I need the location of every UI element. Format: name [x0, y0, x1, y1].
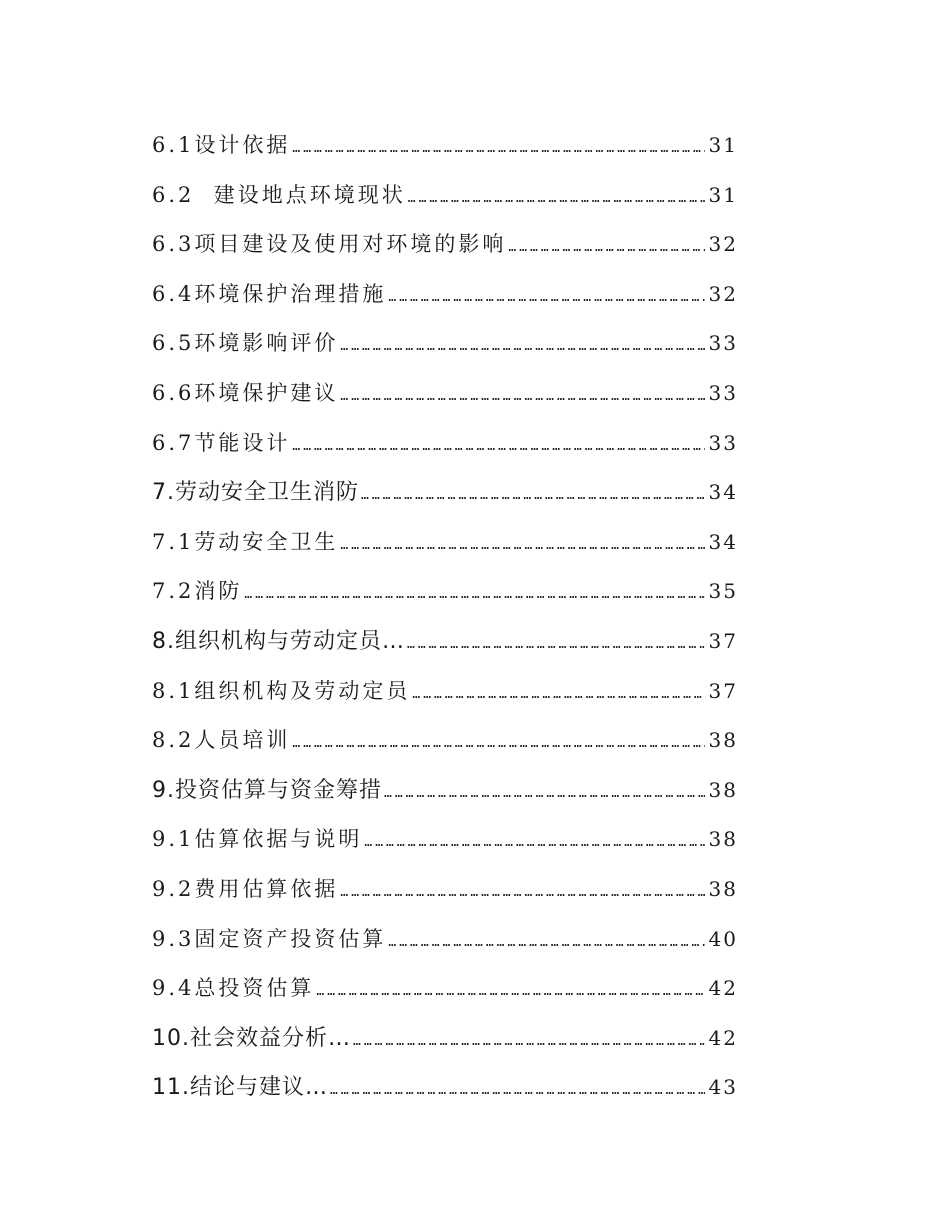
toc-entry-6-5[interactable] [152, 319, 738, 369]
dot-leader [408, 174, 705, 224]
dot-leader [388, 918, 704, 968]
toc-page-number: 37 [708, 678, 738, 703]
toc-entry-6-1[interactable] [152, 121, 738, 171]
toc-chapter-title: 7.劳动安全卫生消防 [152, 480, 359, 506]
toc-chapter-11[interactable] [152, 1063, 738, 1113]
toc-page-number: 32 [708, 232, 738, 257]
toc-entry-6-2[interactable] [152, 171, 738, 221]
toc-entry-6-6[interactable] [152, 369, 738, 419]
dot-leader [316, 967, 704, 1017]
toc-page-number: 38 [708, 728, 738, 753]
dot-leader [407, 620, 705, 670]
toc-chapter-title: 8.组织机构与劳动定员… [152, 628, 405, 654]
toc-entry-title: 8.1组织机构及劳动定员 [152, 678, 411, 703]
toc-chapter-10[interactable] [152, 1014, 738, 1064]
table-of-contents [152, 121, 738, 1113]
dot-leader [384, 769, 705, 819]
toc-page-number: 31 [708, 133, 738, 157]
toc-page-number: 32 [708, 281, 738, 306]
toc-page-number: 40 [708, 926, 738, 951]
dot-leader [340, 322, 704, 372]
toc-entry-7-2[interactable] [152, 567, 738, 617]
toc-entry-6-4[interactable] [152, 270, 738, 320]
toc-page-number: 33 [708, 331, 738, 356]
dot-leader [292, 124, 704, 174]
dot-leader [244, 570, 704, 620]
toc-page-number: 42 [708, 1025, 738, 1050]
dot-leader [340, 372, 704, 422]
toc-page-number: 37 [708, 628, 738, 653]
toc-page-number: 34 [708, 529, 738, 554]
toc-page-number: 33 [708, 380, 738, 405]
toc-entry-title: 9.2费用估算依据 [152, 876, 339, 901]
dot-leader [340, 521, 704, 571]
toc-page-number: 35 [708, 579, 738, 604]
toc-chapter-title: 11.结论与建议… [152, 1075, 328, 1101]
toc-entry-title: 7.1劳动安全卫生 [152, 529, 339, 554]
toc-page-number: 43 [708, 1075, 738, 1100]
toc-entry-title: 7.2消防 [152, 579, 243, 604]
toc-entry-title: 6.3项目建设及使用对环境的影响 [152, 232, 507, 257]
toc-chapter-7[interactable] [152, 468, 738, 518]
toc-entry-8-2[interactable] [152, 716, 738, 766]
toc-page-number: 38 [708, 827, 738, 852]
toc-entry-8-1[interactable] [152, 667, 738, 717]
toc-entry-title: 9.3固定资产投资估算 [152, 926, 387, 951]
toc-page-number: 33 [708, 430, 738, 455]
toc-page-number: 38 [708, 876, 738, 901]
toc-entry-6-7[interactable] [152, 419, 738, 469]
dot-leader [340, 868, 704, 918]
toc-entry-title: 8.2人员培训 [152, 728, 291, 753]
toc-entry-title: 6.2 建设地点环境现状 [152, 182, 406, 207]
toc-entry-title: 6.5环境影响评价 [152, 331, 339, 356]
toc-entry-6-3[interactable] [152, 220, 738, 270]
dot-leader [412, 670, 704, 720]
toc-entry-9-4[interactable] [152, 964, 738, 1014]
dot-leader [330, 1066, 705, 1116]
toc-entry-title: 9.4总投资估算 [152, 976, 315, 1001]
toc-entry-title: 6.1设计依据 [152, 133, 291, 157]
toc-entry-7-1[interactable] [152, 518, 738, 568]
toc-entry-9-2[interactable] [152, 865, 738, 915]
toc-entry-title: 6.7节能设计 [152, 430, 291, 455]
toc-page-number: 42 [708, 976, 738, 1001]
toc-entry-9-1[interactable] [152, 815, 738, 865]
toc-page-number: 34 [708, 480, 738, 505]
dot-leader [361, 471, 705, 521]
toc-entry-title: 6.4环境保护治理措施 [152, 281, 387, 306]
dot-leader [364, 818, 704, 868]
toc-chapter-title: 10.社会效益分析… [152, 1025, 351, 1051]
dot-leader [508, 223, 704, 273]
dot-leader [292, 719, 704, 769]
toc-page-number: 38 [708, 777, 738, 802]
toc-chapter-8[interactable] [152, 617, 738, 667]
toc-entry-title: 9.1估算依据与说明 [152, 827, 363, 852]
toc-chapter-9[interactable] [152, 766, 738, 816]
toc-chapter-title: 9.投资估算与资金筹措 [152, 777, 382, 803]
dot-leader [353, 1017, 705, 1067]
dot-leader [388, 273, 704, 323]
toc-entry-9-3[interactable] [152, 915, 738, 965]
toc-page-number: 31 [708, 182, 738, 207]
toc-entry-title: 6.6环境保护建议 [152, 380, 339, 405]
dot-leader [292, 422, 704, 472]
